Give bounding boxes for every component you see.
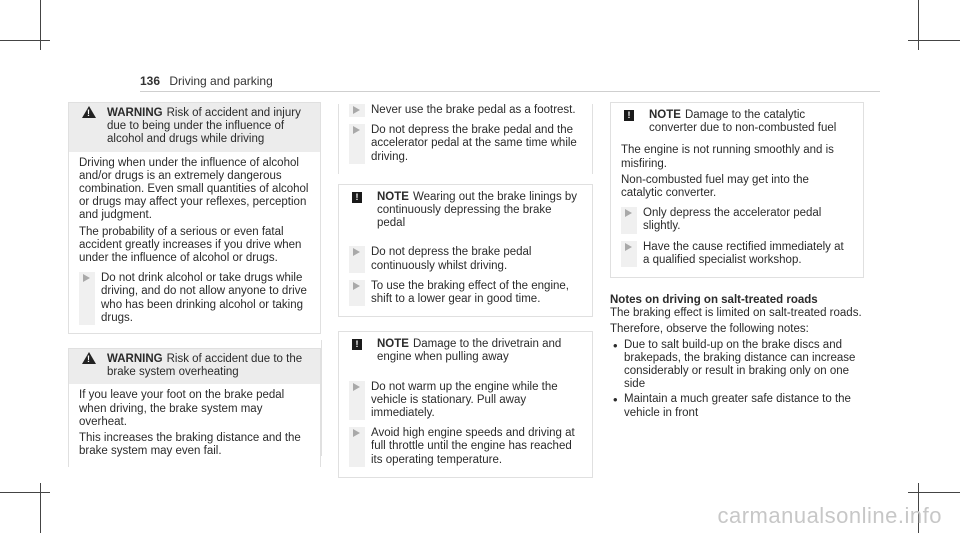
triangle-bullet-icon [79, 272, 95, 325]
list-item [79, 272, 310, 325]
column-separator [321, 340, 322, 456]
column-3 [610, 102, 864, 422]
warning-title: Risk of accident and injury due to being under the influence of alcohol and drugs while driving [107, 107, 301, 146]
list-item [349, 427, 582, 467]
triangle-bullet-icon [349, 381, 365, 421]
note-header [611, 103, 863, 140]
section-text: The braking effect is limited on salt-treated roads. [610, 307, 862, 320]
watermark: carmanualsonline.info [717, 503, 942, 528]
crop-mark [908, 40, 960, 41]
note-label: NOTE [649, 109, 681, 121]
note-brake-linings [338, 184, 593, 317]
list-item [349, 246, 582, 272]
header-divider [140, 91, 880, 92]
crop-mark [40, 483, 41, 533]
column-1 [68, 102, 321, 481]
page-header [140, 74, 273, 88]
crop-mark [0, 40, 50, 41]
note-title: Damage to the drivetrain and engine when pulling away [377, 338, 562, 364]
warning-header [69, 103, 320, 152]
list-item-text: Only depress the accelerator pedal slightly. [643, 207, 822, 233]
list-item [349, 280, 582, 306]
section-heading: Notes on driving on salt-treated roads [610, 294, 818, 307]
note-drivetrain [338, 331, 593, 478]
triangle-bullet-icon [621, 207, 637, 233]
triangle-bullet-icon [349, 246, 365, 272]
warning-text: The probability of a serious or even fatal accident greatly increases if you drive when under the influence of alcohol or drugs. [79, 225, 302, 265]
list-item [621, 241, 853, 267]
note-icon: ! [352, 339, 362, 350]
note-text: The engine is not running smoothly and is misfiring. [621, 144, 834, 170]
warning-brake-overheat [68, 348, 321, 467]
list-item [349, 124, 592, 164]
crop-mark [908, 492, 960, 493]
section-title: Driving and parking [169, 74, 273, 88]
note-icon: ! [352, 192, 362, 203]
list-item [621, 207, 853, 233]
list-item-text: Never use the brake pedal as a footrest. [371, 104, 576, 116]
crop-mark [0, 492, 50, 493]
triangle-bullet-icon [621, 241, 637, 267]
triangle-bullet-icon [349, 427, 365, 467]
warning-icon [82, 106, 96, 118]
list-item [349, 104, 592, 117]
bullet-item: • Due to salt build-up on the brake discs and brakepads, the braking distance can increase considerably or result in braking only on one side [610, 339, 864, 392]
warning-text: If you leave your foot on the brake pedal when driving, the brake system may overheat. [79, 389, 285, 428]
list-item-text: Do not drink alcohol or take drugs while driving, and do not allow anyone to drive who has been drinking alcohol or taking drugs. [101, 272, 307, 324]
note-label: NOTE [377, 338, 409, 351]
warning-alcohol [68, 102, 321, 334]
warning-header [69, 349, 320, 384]
note-text: Non-combusted fuel may get into the catalytic converter. [621, 173, 809, 200]
list-item [349, 381, 582, 421]
note-icon: ! [624, 110, 634, 121]
page-number: 136 [140, 74, 161, 88]
bullet-item: • Maintain a much greater safe distance to the vehicle in front [610, 393, 864, 419]
note-title: Wearing out the brake linings by continuously depressing the brake pedal [377, 190, 578, 230]
list-item-text: Do not warm up the engine while the vehicle is stationary. Pull away immediately. [371, 380, 558, 420]
list-item-text: Do not depress the brake pedal and the accelerator pedal at the same time while driving. [371, 124, 577, 163]
note-title: Damage to the catalytic converter due to non-combusted fuel [649, 109, 837, 135]
warning-icon [82, 352, 96, 364]
crop-mark [918, 0, 919, 50]
note-label: NOTE [377, 190, 409, 203]
list-item-text: Avoid high engine speeds and driving at full throttle until the engine has reached its operating temperature. [371, 427, 575, 466]
list-item-text: To use the braking effect of the engine, shift to a lower gear in good time. [371, 279, 569, 306]
triangle-bullet-icon [349, 124, 365, 164]
note-header [339, 332, 592, 369]
crop-mark [40, 0, 41, 50]
warning-label: WARNING [107, 353, 163, 366]
warning-text: This increases the braking distance and the brake system may even fail. [79, 432, 301, 458]
list-item-text: Have the cause rectified immediately at a qualified specialist workshop. [643, 240, 844, 266]
section-text: Therefore, observe the following notes: [610, 323, 809, 336]
triangle-bullet-icon [349, 280, 365, 306]
triangle-bullet-icon [349, 104, 365, 117]
note-catalytic-converter [610, 102, 864, 278]
warning-label: WARNING [107, 107, 163, 119]
warning-text: Driving when under the influence of alcohol and/or drugs is an extremely dangerous combination. Even small quantities of alcohol or drugs may affect your reflexes, perception and judgment. [79, 156, 309, 222]
salt-roads-section [610, 294, 864, 420]
warning-title: Risk of accident due to the brake system overheating [107, 353, 303, 379]
column-2 [338, 102, 593, 492]
note-header [339, 185, 592, 236]
list-item-text: Do not depress the brake pedal continuously whilst driving. [371, 246, 532, 272]
